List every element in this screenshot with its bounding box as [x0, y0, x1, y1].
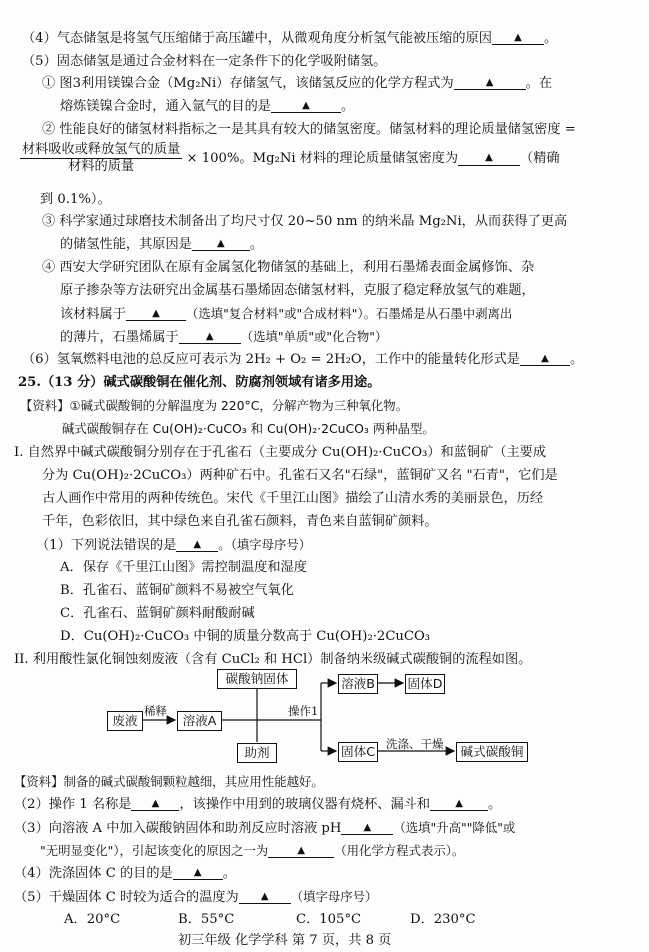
question-5: （5）固态储氢是通过合金材料在一定条件下的化学吸附储氢。	[22, 54, 387, 69]
sub-question-5: （5）干燥固体 C 时较为适合的温度为 ▲ （填字母序号）	[14, 889, 378, 905]
question-5-2-cont: 到 0.1%）。	[40, 192, 111, 207]
flow-box-solution-b: 溶液B	[338, 674, 378, 694]
flow-label-wash-dry: 洗涤、干燥	[386, 737, 444, 751]
question-5-3: ③ 科学家通过球磨技术制备出了均尺寸仅 20~50 nm 的纳米晶 Mg₂Ni，从而获得了更高	[42, 214, 568, 229]
temp-option-d: D．230°C	[410, 912, 476, 927]
part-1-line2: 分为 Cu(OH)₂·2CuCO₃）两种矿石中。孔雀石又名"石绿"，蓝铜矿又名 "石青"，它们是	[42, 468, 558, 483]
part-1-line3: 古人画作中常用的两种传统色。宋代《千里江山图》描绘了山清水秀的美丽景色，历经	[42, 491, 544, 506]
question-5-3-cont: 的储氢性能，其原因是 ▲ 。	[60, 237, 264, 252]
question-5-1: ① 图3利用镁镍合金（Mg₂Ni）存储氢气，该储氢反应的化学方程式为 ▲ 。在	[42, 76, 553, 91]
question-5-2-formula: $\frac{\text{材料吸收或释放氢气的质量}}{\text{材料的质量}}$ × 100%。Mg₂Ni 材料的理论质量储氢密度为 ▲ （精确	[22, 142, 560, 174]
answer-blank[interactable]: ▲	[430, 796, 488, 811]
question-6: （6）氢氧燃料电池的总反应可表示为 2H₂ + O₂ = 2H₂O，工作中的能量转化形式是 ▲ 。	[22, 352, 584, 367]
flow-box-solid-d: 固体D	[405, 674, 445, 694]
answer-blank[interactable]: ▲	[173, 865, 223, 880]
flow-box-solution-a: 溶液A	[177, 711, 222, 731]
answer-blank[interactable]: ▲	[454, 75, 526, 90]
info-note-2: 碱式碳酸铜存在 Cu(OH)₂·CuCO₃ 和 Cu(OH)₂·2CuCO₃ 两种晶型。	[62, 421, 435, 436]
sub-question-3-cont: "无明显变化"），引起该变化的原因之一为 ▲ （用化学方程式表示）。	[40, 843, 465, 858]
temp-option-a: A．20°C	[64, 912, 121, 927]
page-footer: 初三年级 化学学科 第 7 页，共 8 页	[178, 933, 392, 948]
question-25-header: 25.（13 分）碱式碳酸铜在催化剂、防腐剂领域有诸多用途。	[18, 375, 381, 390]
option-d: D．Cu(OH)₂·CuCO₃ 中铜的质量分数高于 Cu(OH)₂·2CuCO₃	[60, 629, 431, 644]
part-2-intro: II. 利用酸性氯化铜蚀刻废液（含有 CuCl₂ 和 HCl）制备纳米级碱式碳酸铜的流程如图。	[14, 652, 532, 667]
flow-box-helper: 助剂	[237, 743, 277, 763]
sub-question-1: （1）下列说法错误的是 ▲ 。（填字母序号）	[36, 537, 312, 553]
part-1-line4: 千年，色彩依旧，其中绿色来自孔雀石颜料，青色来自蓝铜矿颜料。	[42, 514, 438, 529]
question-5-4-line4: 的薄片，石墨烯属于 ▲ （选填"单质"或"化合物"）	[60, 329, 388, 345]
answer-blank[interactable]: ▲	[268, 843, 334, 858]
flow-box-waste: 废液	[107, 711, 143, 731]
flow-label-dilute: 稀释	[144, 704, 167, 718]
question-5-4-line3: 该材料属于 ▲ （选填"复合材料"或"合成材料"）。石墨烯是从石墨中剥离出	[60, 306, 513, 322]
info-note-1: 【资料】①碱式碳酸铜的分解温度为 220°C，分解产物为三种氧化物。	[20, 398, 409, 413]
flow-label-operation-1: 操作1	[288, 704, 319, 718]
answer-blank[interactable]: ▲	[492, 30, 544, 45]
option-b: B．孔雀石、蓝铜矿颜料不易被空气氧化	[60, 583, 294, 598]
answer-blank[interactable]: ▲	[179, 329, 241, 344]
temp-option-b: B．55°C	[178, 912, 235, 927]
answer-blank[interactable]: ▲	[271, 98, 341, 113]
info-note-3: 【资料】制备的碱式碳酸铜颗粒越细，其应用性能越好。	[14, 774, 324, 789]
part-1-line1: I. 自然界中碱式碳酸铜分别存在于孔雀石（主要成分 Cu(OH)₂·CuCO₃）和蓝铜矿（主要成	[14, 445, 547, 460]
question-5-4: ④ 西安大学研究团队在原有金属氢化物储氢的基础上，利用石墨烯表面金属修饰、杂	[42, 260, 535, 275]
answer-blank[interactable]: ▲	[131, 796, 179, 811]
density-formula-fraction: $\frac{\text{材料吸收或释放氢气的质量}}{\text{材料的质量}}$	[22, 142, 181, 174]
answer-blank[interactable]: ▲	[126, 306, 186, 321]
answer-blank[interactable]: ▲	[176, 537, 218, 552]
answer-blank[interactable]: ▲	[458, 151, 520, 166]
sub-question-3: （3）向溶液 A 中加入碳酸钠固体和助剂反应时溶液 pH ▲ （选填"升高""降低"或	[14, 820, 516, 836]
answer-blank[interactable]: ▲	[192, 236, 250, 251]
sub-question-2: （2）操作 1 名称是 ▲ ，该操作中用到的玻璃仪器有烧杯、漏斗和 ▲ 。	[14, 797, 502, 812]
sub-question-4: （4）洗涤固体 C 的目的是 ▲ 。	[14, 866, 236, 881]
question-5-4-line2: 原子掺杂等方法研究出金属基石墨烯固态储氢材料，克服了稳定释放氢气的难题，	[60, 283, 535, 298]
option-c: C．孔雀石、蓝铜矿颜料耐酸耐碱	[60, 606, 255, 621]
flow-box-solid-c: 固体C	[338, 742, 378, 762]
question-5-1-cont: 熔炼镁镍合金时，通入氩气的目的是 ▲ 。	[60, 99, 355, 114]
answer-blank[interactable]: ▲	[520, 351, 570, 366]
answer-blank[interactable]: ▲	[341, 820, 393, 835]
flow-box-sodium-carbonate: 碳酸钠固体	[217, 669, 297, 689]
question-5-2: ② 性能良好的储氢材料指标之一是其具有较大的储氢密度。储氢材料的理论质量储氢密度 =	[42, 122, 576, 137]
question-4: （4）气态储氢是将氢气压缩储于高压罐中，从微观角度分析氢气能被压缩的原因 ▲ 。	[22, 31, 558, 46]
option-a: A．保存《千里江山图》需控制温度和湿度	[60, 560, 307, 575]
answer-blank[interactable]: ▲	[239, 889, 291, 904]
temp-option-c: C．105°C	[296, 912, 362, 927]
flow-box-product: 碱式碳酸铜	[456, 742, 528, 762]
